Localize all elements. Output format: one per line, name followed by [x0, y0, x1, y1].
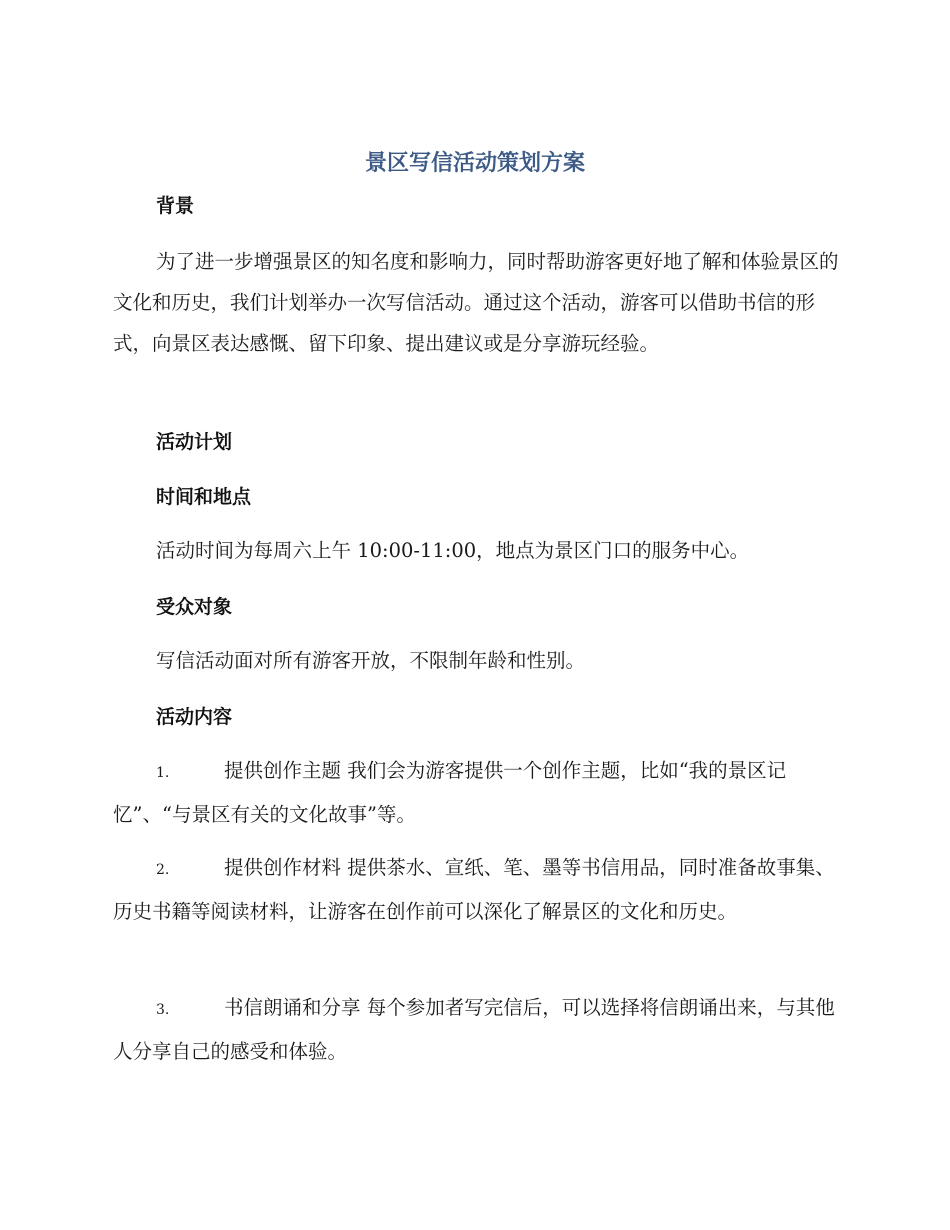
list-item [113, 750, 843, 835]
list-item [113, 847, 843, 932]
list-item-text: 提供创作材料 提供茶水、宣纸、笔、墨等书信用品，同时准备故事集、历史书籍等阅读材料，让游客在创作前可以深化了解景区的文化和历史。 [113, 856, 835, 923]
list-item-number: 2. [156, 862, 170, 878]
activity-plan-heading: 活动计划 [156, 431, 233, 453]
list-item-number: 1. [156, 765, 170, 781]
time-place-paragraph: 活动时间为每周六上午 10:00-11:00，地点为景区门口的服务中心。 [156, 539, 750, 562]
audience-heading: 受众对象 [156, 596, 233, 618]
list-item-text: 提供创作主题 我们会为游客提供一个创作主题，比如“我的景区记忆”、“与景区有关的文化故事”等。 [113, 759, 787, 826]
time-place-heading: 时间和地点 [156, 486, 252, 508]
list-item-text: 书信朗诵和分享 每个参加者写完信后，可以选择将信朗诵出来，与其他人分享自己的感受和体验。 [113, 996, 835, 1063]
list-item [113, 987, 843, 1072]
audience-paragraph: 写信活动面对所有游客开放，不限制年龄和性别。 [156, 649, 586, 672]
background-paragraph: 为了进一步增强景区的知名度和影响力，同时帮助游客更好地了解和体验景区的文化和历史，我们计划举办一次写信活动。通过这个活动，游客可以借助书信的形式，向景区表达感慨、留下印象、提出建议或是分享游玩经验。 [113, 250, 839, 355]
list-item-number: 3. [156, 1002, 170, 1018]
document-title: 景区写信活动策划方案 [364, 151, 585, 176]
background-heading: 背景 [156, 195, 195, 217]
activity-content-heading: 活动内容 [156, 706, 233, 728]
